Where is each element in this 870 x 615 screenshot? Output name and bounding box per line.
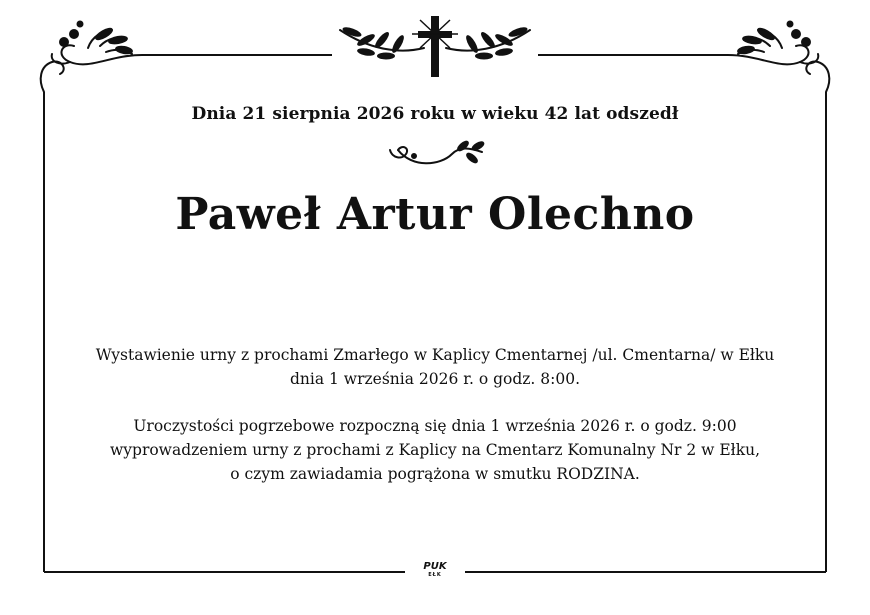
- viewing-line-2: dnia 1 września 2026 r. o godz. 8:00.: [289, 370, 581, 388]
- funeral-line-2: wyprowadzeniem urny z prochami z Kaplicy na Cmentarz Komunalny Nr 2 w Ełku,: [110, 441, 760, 459]
- funeral-paragraph: [50, 414, 820, 486]
- cross-with-laurel-icon: [340, 16, 530, 77]
- funeral-line-3: o czym zawiadamia pogrążona w smutku RODZINA.: [230, 465, 640, 483]
- logo-main-text: PUK: [423, 561, 447, 572]
- floral-corner-left-icon: [41, 22, 142, 93]
- death-announcement-headline: Dnia 21 sierpnia 2026 roku w wieku 42 lat odszedł: [191, 104, 679, 124]
- logo-sub-text: EŁK: [428, 572, 442, 578]
- viewing-paragraph: [50, 343, 820, 391]
- deceased-name: Paweł Artur Olechno: [175, 189, 695, 240]
- funeral-line-1: Uroczystości pogrzebowe rozpoczną się dnia 1 września 2026 r. o godz. 9:00: [133, 417, 737, 435]
- leaf-swirl-icon: [390, 140, 484, 164]
- viewing-line-1: Wystawienie urny z prochami Zmarłego w Kaplicy Cmentarnej /ul. Cmentarna/ w Ełku: [95, 346, 775, 364]
- floral-corner-right-icon: [728, 22, 829, 93]
- puk-logo: [410, 562, 460, 578]
